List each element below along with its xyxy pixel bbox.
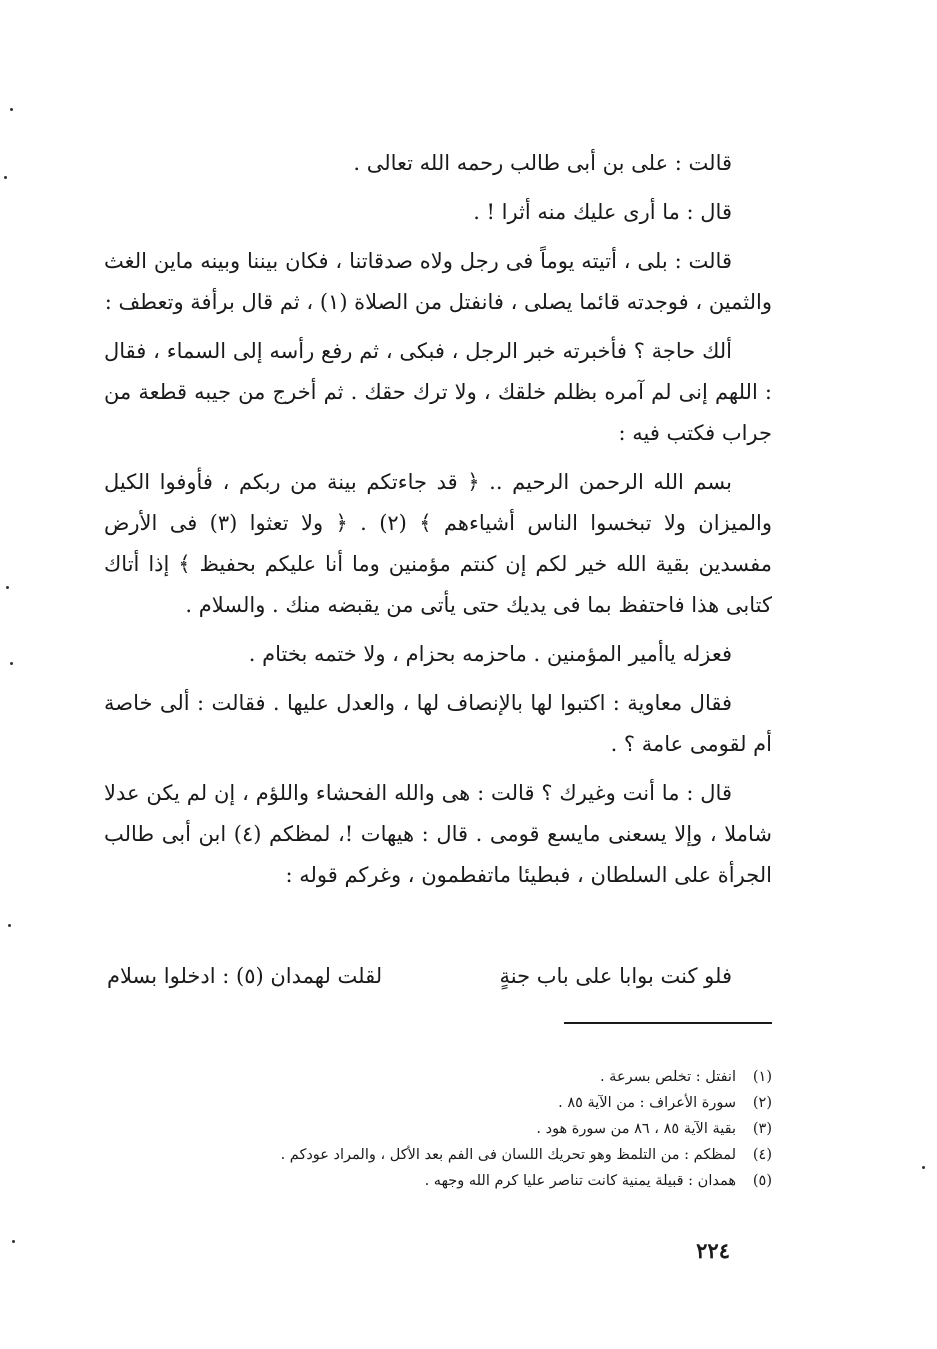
- scan-speck: [12, 1240, 15, 1243]
- footnote-text: انفتل : تخلص بسرعة .: [599, 1069, 736, 1085]
- footnote: [104, 1064, 772, 1090]
- footnotes: [104, 1064, 772, 1194]
- footnote-number: (٢): [752, 1095, 772, 1111]
- scan-speck: [4, 176, 7, 179]
- scan-speck: [8, 924, 11, 927]
- footnote-text: بقية الآية ٨٥ ، ٨٦ من سورة هود .: [536, 1121, 736, 1137]
- paragraph: فعزله ياأمير المؤمنين . ماحزمه بحزام ، ولا ختمه بختام .: [248, 642, 732, 666]
- page-number: ٢٢٤: [696, 1238, 730, 1263]
- paragraph: بسم الله الرحمن الرحيم .. ﴿ قد جاءتكم بينة من ربكم ، فأوفوا الكيل والميزان ولا تبخسوا الناس أشياءهم ﴾ (٢) . ﴿ ولا تعثوا (٣) فى الأرض مفسدين بقية الله خير لكم إن كنتم مؤمنين وما أنا عليكم بحفيظ ﴾ إذا أتاك كتابى هذا فاحتفظ بما فى يديك حتى يأتى من يقبضه منك . والسلام .: [104, 470, 772, 617]
- paragraph: فقال معاوية : اكتبوا لها بالإنصاف لها ، والعدل عليها . فقالت : ألى خاصة أم لقومى عامة ؟ .: [104, 691, 772, 756]
- footnote-number: (٤): [752, 1147, 772, 1163]
- footnote-number: (٣): [752, 1121, 772, 1137]
- scan-speck: [10, 108, 13, 111]
- footnote-text: سورة الأعراف : من الآية ٨٥ .: [558, 1095, 736, 1111]
- poetry-verse: [107, 956, 732, 996]
- paragraph: قالت : على بن أبى طالب رحمه الله تعالى .: [353, 151, 732, 175]
- footnote: [104, 1116, 772, 1142]
- scan-speck: [922, 1166, 925, 1169]
- footnote-divider: [564, 1022, 772, 1024]
- footnote: [104, 1142, 772, 1168]
- footnote-number: (١): [752, 1069, 772, 1085]
- footnote-number: (٥): [752, 1173, 772, 1189]
- paragraph: قال : ما أرى عليك منه أثرا ! .: [473, 200, 732, 224]
- footnote: [104, 1168, 772, 1194]
- paragraph: قالت : بلى ، أتيته يوماً فى رجل ولاه صدقاتنا ، فكان بيننا وبينه ماين الغث والثمين ، فوجدته قائما يصلى ، فانفتل من الصلاة (١) ، ثم قال برأفة وتعطف :: [104, 249, 772, 314]
- main-text: [104, 143, 772, 896]
- scan-speck: [6, 586, 9, 589]
- footnote-text: لمظكم : من التلمظ وهو تحريك اللسان فى الفم بعد الأكل ، والمراد عودكم .: [280, 1147, 736, 1163]
- verse-second-hemistich: لقلت لهمدان (٥) : ادخلوا بسلام: [107, 964, 383, 988]
- verse-first-hemistich: فلو كنت بوابا على باب جنةٍ: [499, 964, 732, 988]
- paragraph: قال : ما أنت وغيرك ؟ قالت : هى والله الفحشاء واللؤم ، إن لم يكن عدلا شاملا ، وإلا يسعنى مايسع قومى . قال : هيهات !، لمظكم (٤) ابن أبى طالب الجرأة على السلطان ، فبطيئا ماتفطمون ، وغركم قوله :: [104, 781, 773, 887]
- footnote-text: همدان : قبيلة يمنية كانت تناصر عليا كرم الله وجهه .: [424, 1173, 736, 1189]
- scan-speck: [10, 662, 13, 665]
- footnote: [104, 1090, 772, 1116]
- paragraph: ألك حاجة ؟ فأخبرته خبر الرجل ، فبكى ، ثم رفع رأسه إلى السماء ، فقال : اللهم إنى لم آمره بظلم خلقك ، ولا ترك حقك . ثم أخرج من جيبه قطعة من جراب فكتب فيه :: [104, 339, 772, 445]
